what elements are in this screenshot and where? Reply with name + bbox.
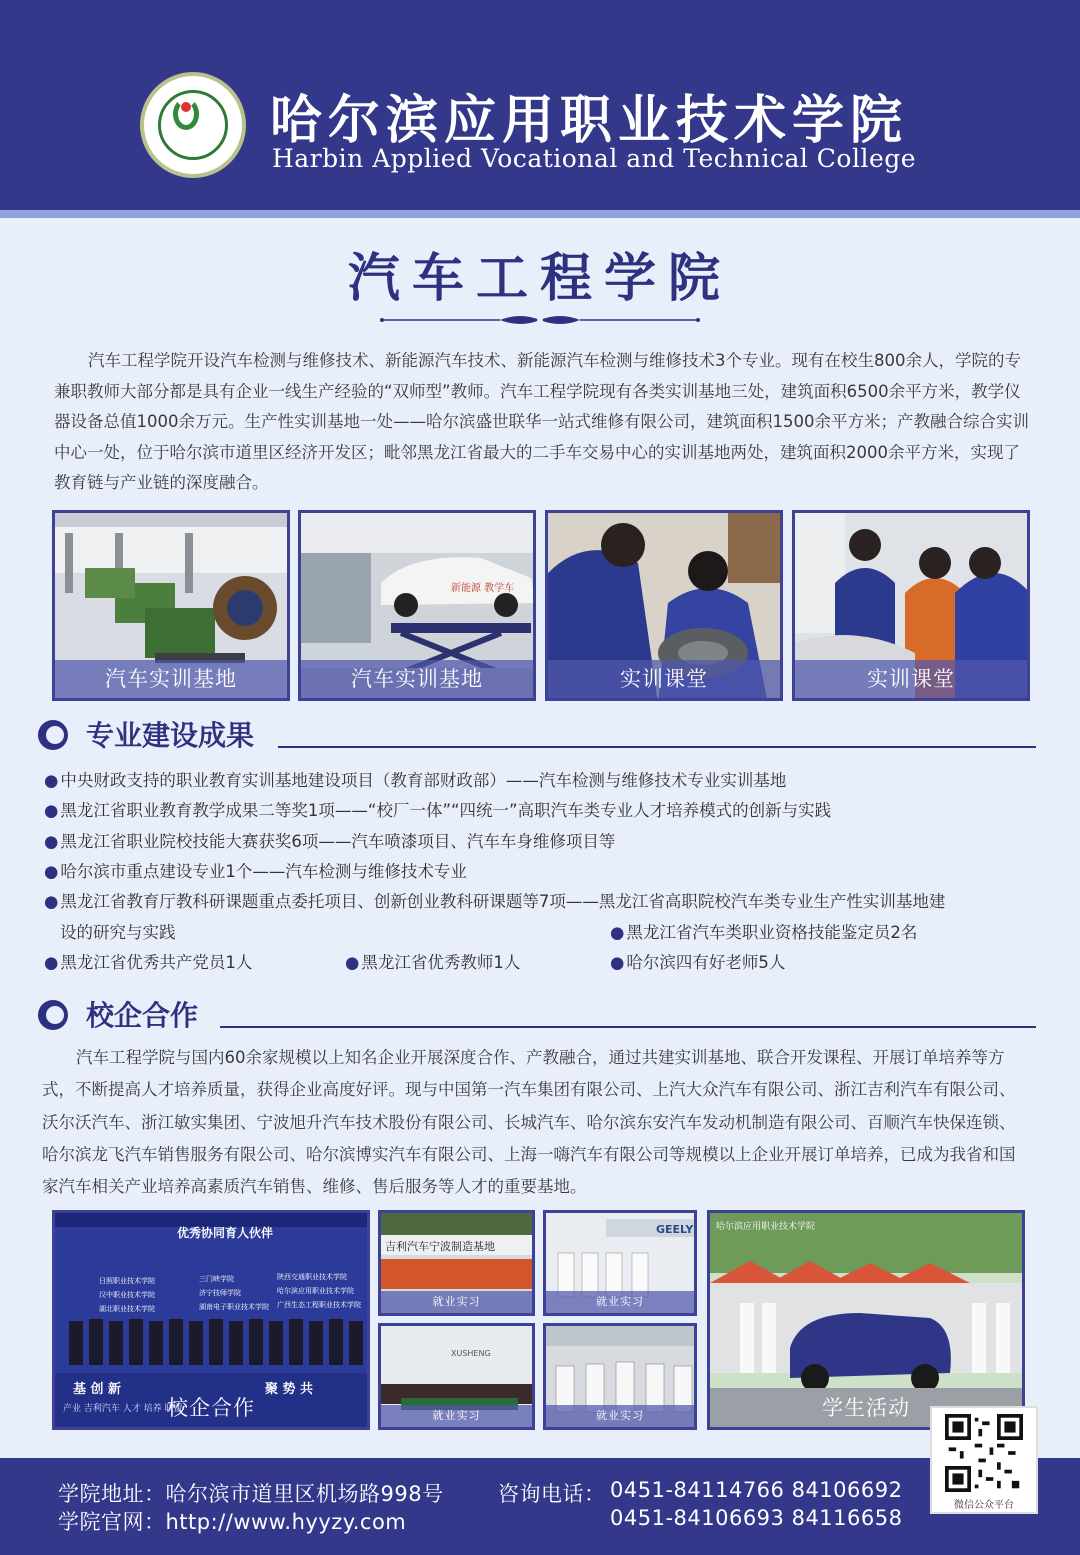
car-text: 新能源 教学车: [451, 583, 515, 594]
svg-text:日照职业技术学院: 日照职业技术学院: [99, 1277, 155, 1285]
banner-text: 优秀协同育人伙伴: [176, 1226, 274, 1240]
footer-phone-2: 0451-84106693 84116658: [610, 1506, 903, 1530]
college-name-cn: 哈尔滨应用职业技术学院: [270, 90, 909, 151]
photo-student-activity: [707, 1210, 1025, 1430]
photo-caption: 就业实习: [381, 1405, 532, 1427]
section-bullet-icon: [38, 1000, 68, 1030]
svg-text:XUSHENG: XUSHENG: [451, 1349, 491, 1358]
achievement-item: ● 黑龙江省教育厅教科研课题重点委托项目、创新创业教科研课题等7项——黑龙江省高职院校汽车类专业生产性实训基地建: [44, 892, 946, 911]
photo-caption: 校企合作: [167, 1396, 255, 1420]
college-name-en: Harbin Applied Vocational and Technical College: [272, 144, 917, 173]
intro-paragraph: 汽车工程学院开设汽车检测与维修技术、新能源汽车技术、新能源汽车检测与维修技术3个专业。现有在校生800余人，学院的专兼职教师大部分都是具有企业一线生产经验的“双师型”教师。汽车工程学院现有各类实训基地三处，建筑面积6500余平方米，教学仪器设备总值1000余万元。生产性实训基地一处——哈尔滨盛世联华一站式维修有限公司，建筑面积1500余平方米；产教融合综合实训中心一处，位于哈尔滨市道里区经济开发区；毗邻黑龙江省最大的二手车交易中心的实训基地两处，建筑面积2000余平方米，实现了教育链与产业链的深度融合。: [54, 351, 1029, 492]
photo-caption: 汽车实训基地: [301, 660, 533, 698]
achievement-item: ● 黑龙江省职业院校技能大赛获奖6项——汽车喷漆项目、汽车车身维修项目等: [44, 832, 616, 851]
section-title: 专业建设成果: [86, 719, 255, 752]
college-logo-icon: [140, 72, 246, 178]
achievements-section-header: [38, 714, 1038, 754]
svg-text:产业 吉利汽车 人才 培养 联盟: 产业 吉利汽车 人才 培养 联盟: [63, 1404, 183, 1414]
photo-school-enterprise: [52, 1210, 370, 1430]
photo-training-base-1: [52, 510, 290, 701]
photo-training-class-1: [545, 510, 783, 701]
cooperation-section-header: [38, 994, 1038, 1034]
achievement-item: ● 黑龙江省职业教育教学成果二等奖1项——“校厂一体”“四统一”高职汽车类专业人才培养模式的创新与实践: [44, 801, 832, 820]
photo-training-base-2: [298, 510, 536, 701]
photo-caption: 实训课堂: [795, 660, 1027, 698]
svg-text:湖北职业技术学院: 湖北职业技术学院: [99, 1305, 155, 1313]
wechat-qr-code[interactable]: [930, 1406, 1038, 1514]
svg-text:广西生态工程职业技术学院: 广西生态工程职业技术学院: [277, 1301, 361, 1309]
photo-internship-4: [543, 1323, 697, 1430]
footer-phone-label: 咨询电话：: [498, 1482, 606, 1506]
photo-caption: 实训课堂: [548, 660, 780, 698]
achievement-item: ● 黑龙江省优秀教师1人: [345, 953, 521, 972]
photo-internship-3: [378, 1323, 535, 1430]
qr-code-icon: [942, 1414, 1026, 1492]
svg-text:汉中职业技术学院: 汉中职业技术学院: [99, 1291, 155, 1299]
photo-caption: 就业实习: [381, 1291, 532, 1313]
photo-caption: 就业实习: [546, 1405, 694, 1427]
svg-text:聚 势 共: 聚 势 共: [265, 1382, 314, 1397]
page-title: 汽车工程学院: [347, 248, 732, 309]
header-stripe: [0, 210, 1080, 218]
svg-text:哈尔滨应用职业技术学院: 哈尔滨应用职业技术学院: [277, 1287, 354, 1295]
photo-internship-2: [543, 1210, 697, 1316]
footer-phone-1: 0451-84114766 84106692: [610, 1478, 903, 1502]
section-bullet-icon: [38, 720, 68, 750]
photo-caption: 汽车实训基地: [55, 660, 287, 698]
svg-text:三门峡学院: 三门峡学院: [199, 1275, 234, 1283]
achievement-item: ● 哈尔滨市重点建设专业1个——汽车检测与维修技术专业: [44, 862, 467, 881]
section-divider: [220, 1026, 1036, 1028]
achievement-item: ● 黑龙江省优秀共产党员1人: [44, 953, 253, 972]
svg-text:GEELY: GEELY: [656, 1223, 694, 1236]
photo-internship-1: [378, 1210, 535, 1316]
footer-website[interactable]: 学院官网：http://www.hyyzy.com: [58, 1510, 407, 1534]
section-divider: [278, 746, 1036, 748]
section-title: 校企合作: [86, 999, 199, 1032]
svg-text:基 创 新: 基 创 新: [73, 1382, 122, 1397]
photo-caption: 就业实习: [546, 1291, 694, 1313]
achievement-item-continued: 设的研究与实践: [60, 923, 176, 942]
achievement-item: ● 中央财政支持的职业教育实训基地建设项目（教育部财政部）——汽车检测与维修技术专业实训基地: [44, 771, 787, 790]
achievement-item: ● 哈尔滨四有好老师5人: [610, 953, 786, 972]
svg-text:陕西交通职业技术学院: 陕西交通职业技术学院: [277, 1273, 347, 1281]
qr-caption: 微信公众平台: [954, 1500, 1014, 1511]
footer-address: 学院地址：哈尔滨市道里区机场路998号: [58, 1482, 444, 1506]
svg-text:济宁技师学院: 济宁技师学院: [199, 1289, 241, 1297]
ornament-divider-icon: [380, 312, 700, 328]
cooperation-paragraph: 汽车工程学院与国内60余家规模以上知名企业开展深度合作、产教融合，通过共建实训基地、联合开发课程、开展订单培养等方式，不断提高人才培养质量，获得企业高度好评。现与中国第一汽车集团有限公司、上汽大众汽车有限公司、浙江吉利汽车有限公司、沃尔沃汽车、浙江敏实集团、宁波旭升汽车技术股份有限公司、长城汽车、哈尔滨东安汽车发动机制造有限公司、百顺汽车快保连锁、哈尔滨龙飞汽车销售服务有限公司、哈尔滨博实汽车有限公司、上海一嗨汽车有限公司等规模以上企业开展订单培养，已成为我省和国家汽车相关产业培养高素质汽车销售、维修、售后服务等人才的重要基地。: [42, 1048, 1016, 1197]
photo-training-class-2: [792, 510, 1030, 701]
photo-caption: 学生活动: [822, 1396, 910, 1420]
achievement-item: ● 黑龙江省汽车类职业资格技能鉴定员2名: [610, 923, 918, 942]
svg-text:吉利汽车宁波制造基地: 吉利汽车宁波制造基地: [385, 1240, 495, 1253]
svg-text:哈尔滨应用职业技术学院: 哈尔滨应用职业技术学院: [716, 1222, 816, 1232]
svg-text:湖南电子职业技术学院: 湖南电子职业技术学院: [199, 1303, 269, 1311]
